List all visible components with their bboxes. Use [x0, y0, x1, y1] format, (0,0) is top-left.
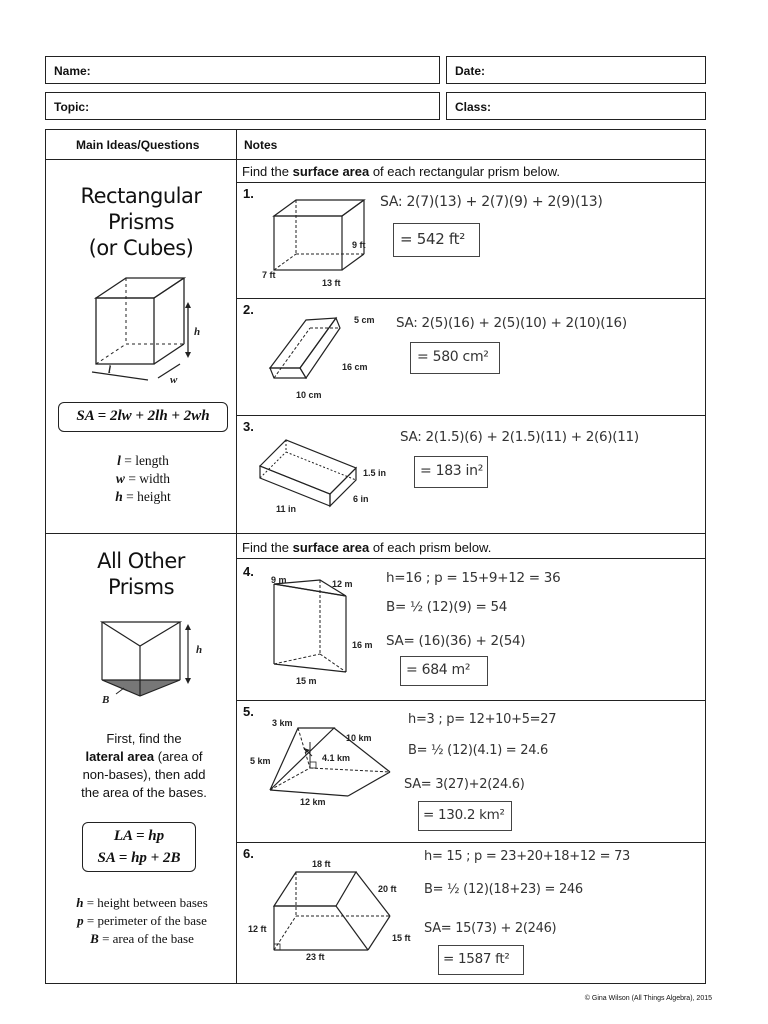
- problem-1-work: SA: 2(7)(13) + 2(7)(9) + 2(9)(13): [380, 194, 603, 210]
- class-field[interactable]: [446, 92, 706, 120]
- problem-1-dim-height: 9 ft: [352, 240, 366, 250]
- problem-2-dim-length: 16 cm: [342, 362, 368, 372]
- problem-4-dim-b: 12 m: [332, 579, 353, 589]
- diagram-label-w: w: [170, 374, 178, 386]
- section2-title: All Other Prisms: [97, 549, 185, 599]
- prism-legend: [48, 894, 236, 948]
- problem-2-number: 2.: [243, 302, 254, 317]
- column-header-notes: Notes: [244, 138, 278, 152]
- problem-6-work-line2: B= ½ (12)(18+23) = 246: [424, 882, 583, 897]
- problem-6-answer: = 1587 ft²: [443, 951, 510, 967]
- problem-6-dim-height: 12 ft: [248, 924, 267, 934]
- problem-6-work-line1: h= 15 ; p = 23+20+18+12 = 73: [424, 849, 631, 864]
- legend-item: h = height: [115, 489, 171, 504]
- diagram-label-l: l: [108, 364, 112, 376]
- date-field[interactable]: [446, 56, 706, 84]
- prism-formula: LA = hp SA = hp + 2B: [82, 822, 196, 872]
- diagram-label-h: h: [194, 326, 201, 338]
- rectangular-prism-diagram: [80, 268, 210, 388]
- problem-6-prism: [266, 866, 396, 956]
- name-label: Name:: [54, 64, 91, 78]
- problem-4-dim-base: 15 m: [296, 676, 317, 686]
- rect-prism-legend: [60, 452, 226, 506]
- date-label: Date:: [455, 64, 486, 78]
- problem-5-answer: = 130.2 km²: [423, 807, 505, 823]
- problem-6-number: 6.: [243, 846, 254, 861]
- diagram-label-B: B: [102, 694, 110, 706]
- problem-5-dim-c: 5 km: [250, 756, 271, 766]
- name-field[interactable]: [45, 56, 440, 84]
- problem-6-dim-base: 23 ft: [306, 952, 325, 962]
- problem-4-work-line2: B= ½ (12)(9) = 54: [386, 599, 508, 615]
- column-divider: [236, 129, 237, 984]
- problem-5-number: 5.: [243, 704, 254, 719]
- problem-5-work-line1: h=3 ; p= 12+10+5=27: [408, 712, 557, 727]
- problem-4-number: 4.: [243, 564, 254, 579]
- problem-1-dim-length: 13 ft: [322, 278, 341, 288]
- problem-2-prism: [262, 312, 362, 394]
- problem-4-work-line3: SA= (16)(36) + 2(54): [386, 633, 526, 649]
- problem-3-dim-width: 6 in: [353, 494, 369, 504]
- problem-6-work-line3: SA= 15(73) + 2(246): [424, 921, 557, 936]
- problem-5-work-line3: SA= 3(27)+2(24.6): [404, 777, 525, 792]
- header-row-divider: [45, 159, 706, 160]
- topic-label: Topic:: [54, 100, 90, 114]
- problem-6-dim-slant: 20 ft: [378, 884, 397, 894]
- problem-4-answer: = 684 m²: [406, 662, 471, 678]
- section1-instructions: Find the surface area of each rectangular prism below.: [242, 164, 560, 179]
- problem-5-dim-altitude: 4.1 km: [322, 753, 351, 763]
- section2-instructions: Find the surface area of each prism below.: [242, 540, 492, 555]
- class-label: Class:: [455, 100, 492, 114]
- problem-1-answer: = 542 ft²: [400, 230, 465, 248]
- problem-3-work: SA: 2(1.5)(6) + 2(1.5)(11) + 2(6)(11): [400, 429, 639, 445]
- problem-3-answer: = 183 in²: [420, 463, 484, 479]
- problem-2-dim-base: 10 cm: [296, 390, 322, 400]
- problem-1-dim-width: 7 ft: [262, 270, 276, 280]
- problem-2-dim-width: 5 cm: [354, 315, 375, 325]
- problem-5-work-line2: B= ½ (12)(4.1) = 24.6: [408, 743, 548, 758]
- topic-field[interactable]: [45, 92, 440, 120]
- legend-item: B = area of the base: [90, 931, 194, 946]
- problem-3-dim-height: 1.5 in: [363, 468, 387, 478]
- problem-5-dim-base: 12 km: [300, 797, 326, 807]
- problem-2-answer: = 580 cm²: [417, 349, 489, 365]
- problem-3-prism: [256, 432, 366, 512]
- copyright-footer: © Gina Wilson (All Things Algebra), 2015: [584, 995, 712, 1002]
- problem-4-dim-a: 9 m: [271, 575, 287, 585]
- problem-4-dim-height: 16 m: [352, 640, 373, 650]
- problem-2-work: SA: 2(5)(16) + 2(5)(10) + 2(10)(16): [396, 315, 627, 331]
- problem-6-dim-depth: 15 ft: [392, 933, 411, 943]
- legend-item: p = perimeter of the base: [77, 913, 207, 928]
- problem-5-dim-a: 3 km: [272, 718, 293, 728]
- legend-item: h = height between bases: [76, 895, 208, 910]
- section2-description: First, find the lateral area (area of non-bases), then add the area of the bases.: [81, 731, 207, 800]
- column-header-main: Main Ideas/Questions: [76, 138, 200, 152]
- problem-3-number: 3.: [243, 419, 254, 434]
- problem-3-dim-length: 11 in: [276, 504, 297, 514]
- legend-item: w = width: [115, 471, 171, 486]
- section1-title: Rectangular Prisms (or Cubes): [80, 184, 202, 260]
- problem-5-dim-b: 10 km: [346, 733, 372, 743]
- problem-4-prism: [270, 576, 360, 676]
- legend-item: l = length: [117, 453, 169, 468]
- rect-prism-formula: SA = 2lw + 2lh + 2wh: [58, 402, 228, 432]
- problem-4-work-line1: h=16 ; p = 15+9+12 = 36: [386, 570, 561, 586]
- problem-6-dim-top: 18 ft: [312, 859, 331, 869]
- diagram-label-h: h: [196, 644, 203, 656]
- triangular-prism-diagram: [96, 616, 226, 716]
- problem-1-number: 1.: [243, 186, 254, 201]
